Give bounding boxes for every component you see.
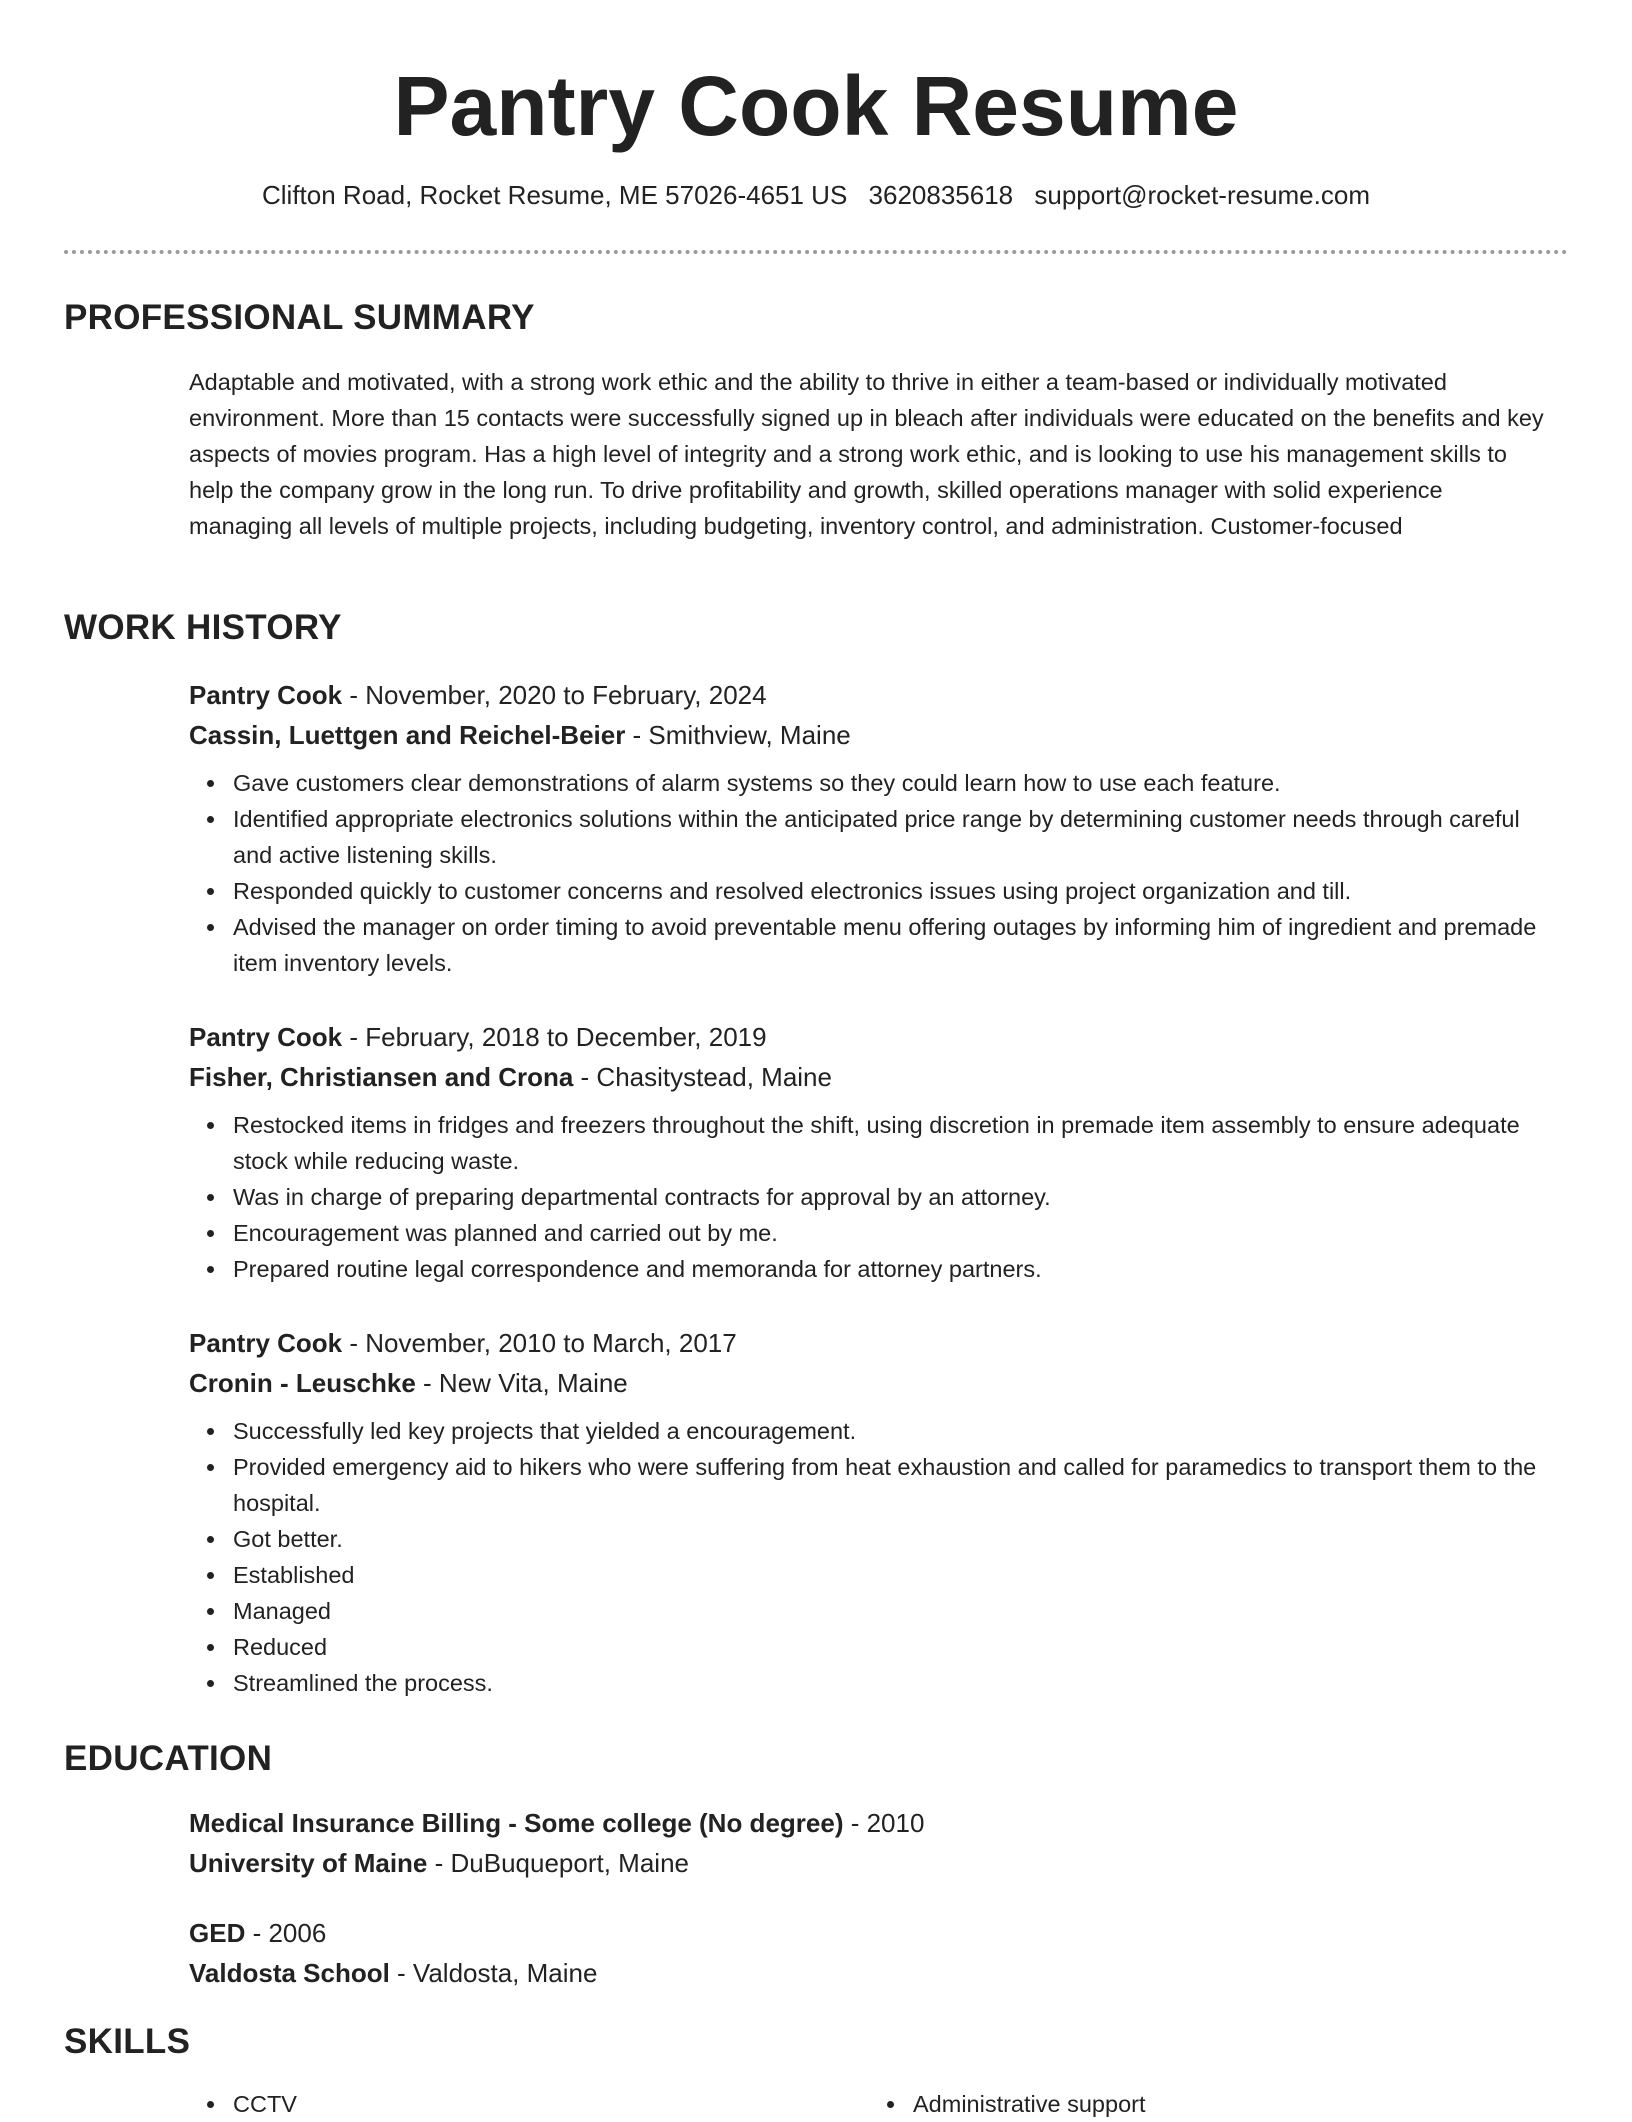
education-school-line: [189, 1843, 1559, 1883]
summary-heading: PROFESSIONAL SUMMARY: [64, 298, 535, 337]
job-title-line: [189, 1323, 1559, 1363]
job-bullet: Established: [233, 1557, 1559, 1593]
education-year: - 2010: [843, 1808, 925, 1838]
education-entry: [189, 1913, 1559, 1993]
job-title: Pantry Cook: [189, 1022, 343, 1052]
education-location: - Valdosta, Maine: [389, 1958, 598, 1988]
job-bullets: [189, 1107, 1559, 1287]
work-history-heading: WORK HISTORY: [64, 608, 342, 647]
education-location: - DuBuqueport, Maine: [427, 1848, 689, 1878]
contact-line: [0, 180, 1632, 211]
education-degree-line: [189, 1803, 1559, 1843]
education-school-line: [189, 1953, 1559, 1993]
job-dates: - February, 2018 to December, 2019: [342, 1022, 767, 1052]
job-company-line: [189, 1363, 1559, 1403]
job-company: Cronin - Leuschke: [189, 1368, 416, 1398]
job-bullet: Got better.: [233, 1521, 1559, 1557]
job-bullet: Prepared routine legal correspondence and memoranda for attorney partners.: [233, 1251, 1559, 1287]
job-title: Pantry Cook: [189, 680, 343, 710]
resume-title: Pantry Cook Resume: [393, 59, 1239, 153]
job-entry: [189, 1323, 1559, 1701]
job-title-line: [189, 675, 1559, 715]
education-degree-line: [189, 1913, 1559, 1953]
education-school: University of Maine: [189, 1848, 428, 1878]
education-degree: Medical Insurance Billing - Some college (No degree): [189, 1808, 844, 1838]
job-title: Pantry Cook: [189, 1328, 343, 1358]
education-heading: EDUCATION: [64, 1739, 273, 1778]
job-entry: [189, 1017, 1559, 1287]
job-company-line: [189, 715, 1559, 755]
skill-item: CCTV: [233, 2086, 297, 2122]
job-bullet: Was in charge of preparing departmental contracts for approval by an attorney.: [233, 1179, 1559, 1215]
contact-phone: 3620835618: [868, 180, 1014, 210]
job-bullet: Reduced: [233, 1629, 1559, 1665]
education-year: - 2006: [245, 1918, 327, 1948]
job-location: - Smithview, Maine: [625, 720, 851, 750]
summary-text: Adaptable and motivated, with a strong work ethic and the ability to thrive in either a team-based or individually motivated environment. More than 15 contacts were successfully signed up in bleach after individuals were educated on the benefits and key aspects of movies program. Has a high level of integrity and a strong work ethic, and is looking to use his management skills to help the company grow in the long run. To drive profitability and growth, skilled operations manager with solid experience managing all levels of multiple projects, including budgeting, inventory control, and administration. Customer-focused: [189, 369, 1544, 539]
education-school: Valdosta School: [189, 1958, 390, 1988]
job-entry: [189, 675, 1559, 981]
job-dates: - November, 2010 to March, 2017: [342, 1328, 737, 1358]
job-bullet: Provided emergency aid to hikers who were suffering from heat exhaustion and called for paramedics to transport them to the hospital.: [233, 1449, 1559, 1521]
job-bullet: Successfully led key projects that yielded a encouragement.: [233, 1413, 1559, 1449]
job-location: - Chasitystead, Maine: [573, 1062, 832, 1092]
job-location: - New Vita, Maine: [415, 1368, 628, 1398]
job-bullet: Gave customers clear demonstrations of alarm systems so they could learn how to use each feature.: [233, 765, 1559, 801]
job-company-line: [189, 1057, 1559, 1097]
job-bullet: Encouragement was planned and carried out by me.: [233, 1215, 1559, 1251]
education-entry: [189, 1803, 1559, 1883]
job-bullet: Advised the manager on order timing to avoid preventable menu offering outages by informing him of ingredient and premade item inventory levels.: [233, 909, 1559, 981]
job-dates: - November, 2020 to February, 2024: [342, 680, 767, 710]
education-degree: GED: [189, 1918, 246, 1948]
job-company: Cassin, Luettgen and Reichel-Beier: [189, 720, 626, 750]
job-bullet: Responded quickly to customer concerns and resolved electronics issues using project organization and till.: [233, 873, 1559, 909]
job-bullet: Streamlined the process.: [233, 1665, 1559, 1701]
job-company: Fisher, Christiansen and Crona: [189, 1062, 574, 1092]
contact-address: Clifton Road, Rocket Resume, ME 57026-4651 US: [262, 180, 848, 210]
job-bullet: Identified appropriate electronics solutions within the anticipated price range by determining customer needs through careful and active listening skills.: [233, 801, 1559, 873]
header-divider: [64, 250, 1568, 254]
job-bullets: [189, 1413, 1559, 1701]
job-title-line: [189, 1017, 1559, 1057]
skills-heading: SKILLS: [64, 2022, 191, 2061]
job-bullets: [189, 765, 1559, 981]
skill-item: Administrative support: [913, 2086, 1146, 2122]
contact-email: support@rocket-resume.com: [1034, 180, 1370, 210]
job-bullet: Restocked items in fridges and freezers throughout the shift, using discretion in premade item assembly to ensure adequate stock while reducing waste.: [233, 1107, 1559, 1179]
job-bullet: Managed: [233, 1593, 1559, 1629]
